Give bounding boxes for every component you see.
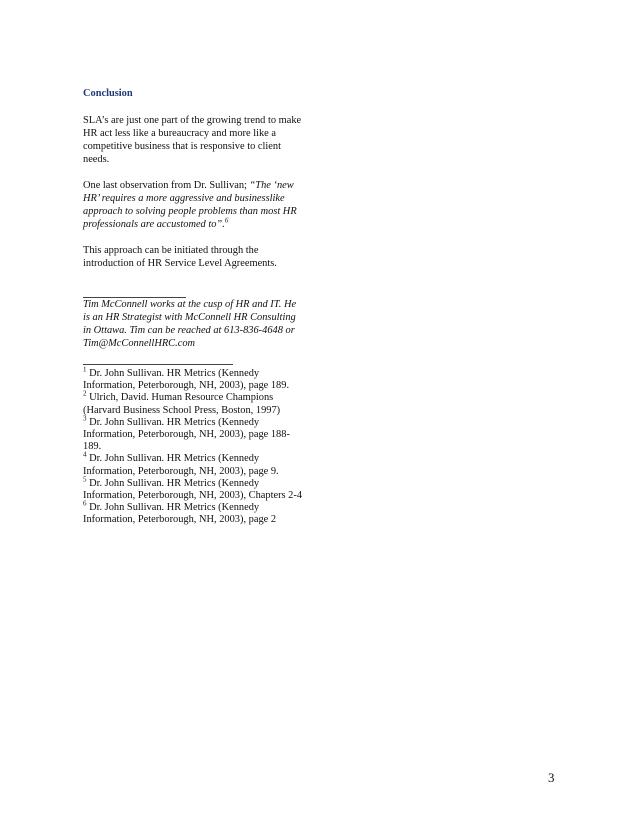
sullivan-quote: “The ‘new HR’ requires a more aggressive and businesslike approach to solving people problems than most HR professionals are accustomed to”. <box>83 180 297 230</box>
footnote-2 <box>83 389 303 416</box>
footnote-5 <box>83 475 303 502</box>
footnote-divider <box>83 364 233 365</box>
footnote-number: 4 <box>83 450 87 459</box>
footnote-1 <box>83 365 303 392</box>
footnote-text: Dr. John Sullivan. HR Metrics (Kennedy Information, Peterborough, NH, 2003), page 2 <box>83 502 277 526</box>
footnote-number: 2 <box>83 389 87 398</box>
footnote-6 <box>83 499 303 526</box>
footnote-4 <box>83 450 303 477</box>
paragraph-1-text: SLA’s are just one part of the growing trend to make HR act less like a bureaucracy and more like a competitive business that is responsive to client needs. <box>83 115 302 165</box>
text-column <box>83 87 303 527</box>
footnote-text: Dr. John Sullivan. HR Metrics (Kennedy Information, Peterborough, NH, 2003), page 189. <box>83 368 290 392</box>
page-number: 3 <box>548 770 555 785</box>
footnote-number: 1 <box>83 365 87 374</box>
footnotes <box>83 365 303 527</box>
footnote-text: Ulrich, David. Human Resource Champions (Harvard Business School Press, Boston, 1997) <box>83 392 281 416</box>
footnote-ref-6: 6 <box>224 216 229 225</box>
footnote-3 <box>83 414 303 454</box>
paragraph-2-text <box>83 179 303 231</box>
footnote-number: 3 <box>83 414 87 423</box>
paragraph-2-lead: One last observation from Dr. Sullivan; <box>83 180 250 191</box>
footnote-text: Dr. John Sullivan. HR Metrics (Kennedy Information, Peterborough, NH, 2003), Chapters 2-4 <box>83 477 303 502</box>
paragraph-3-text: This approach can be initiated through the introduction of HR Service Level Agreements. <box>83 245 277 269</box>
footnote-number: 6 <box>83 499 87 508</box>
paragraph-1 <box>83 114 303 166</box>
footnote-text: Dr. John Sullivan. HR Metrics (Kennedy Information, Peterborough, NH, 2003), page 9. <box>83 453 279 477</box>
footnote-text: Dr. John Sullivan. HR Metrics (Kennedy Information, Peterborough, NH, 2003), page 188-189. <box>83 416 290 453</box>
section-heading: Conclusion <box>83 88 133 99</box>
paragraph-3 <box>83 244 303 270</box>
author-note: Tim McConnell works at the cusp of HR and IT. He is an HR Strategist with McConnell HR Consulting in Ottawa. Tim can be reached at 613-836-4648 or Tim@McConnellHRC.com <box>83 299 297 349</box>
paragraph-2 <box>83 179 303 231</box>
footnote-number: 5 <box>83 475 87 484</box>
